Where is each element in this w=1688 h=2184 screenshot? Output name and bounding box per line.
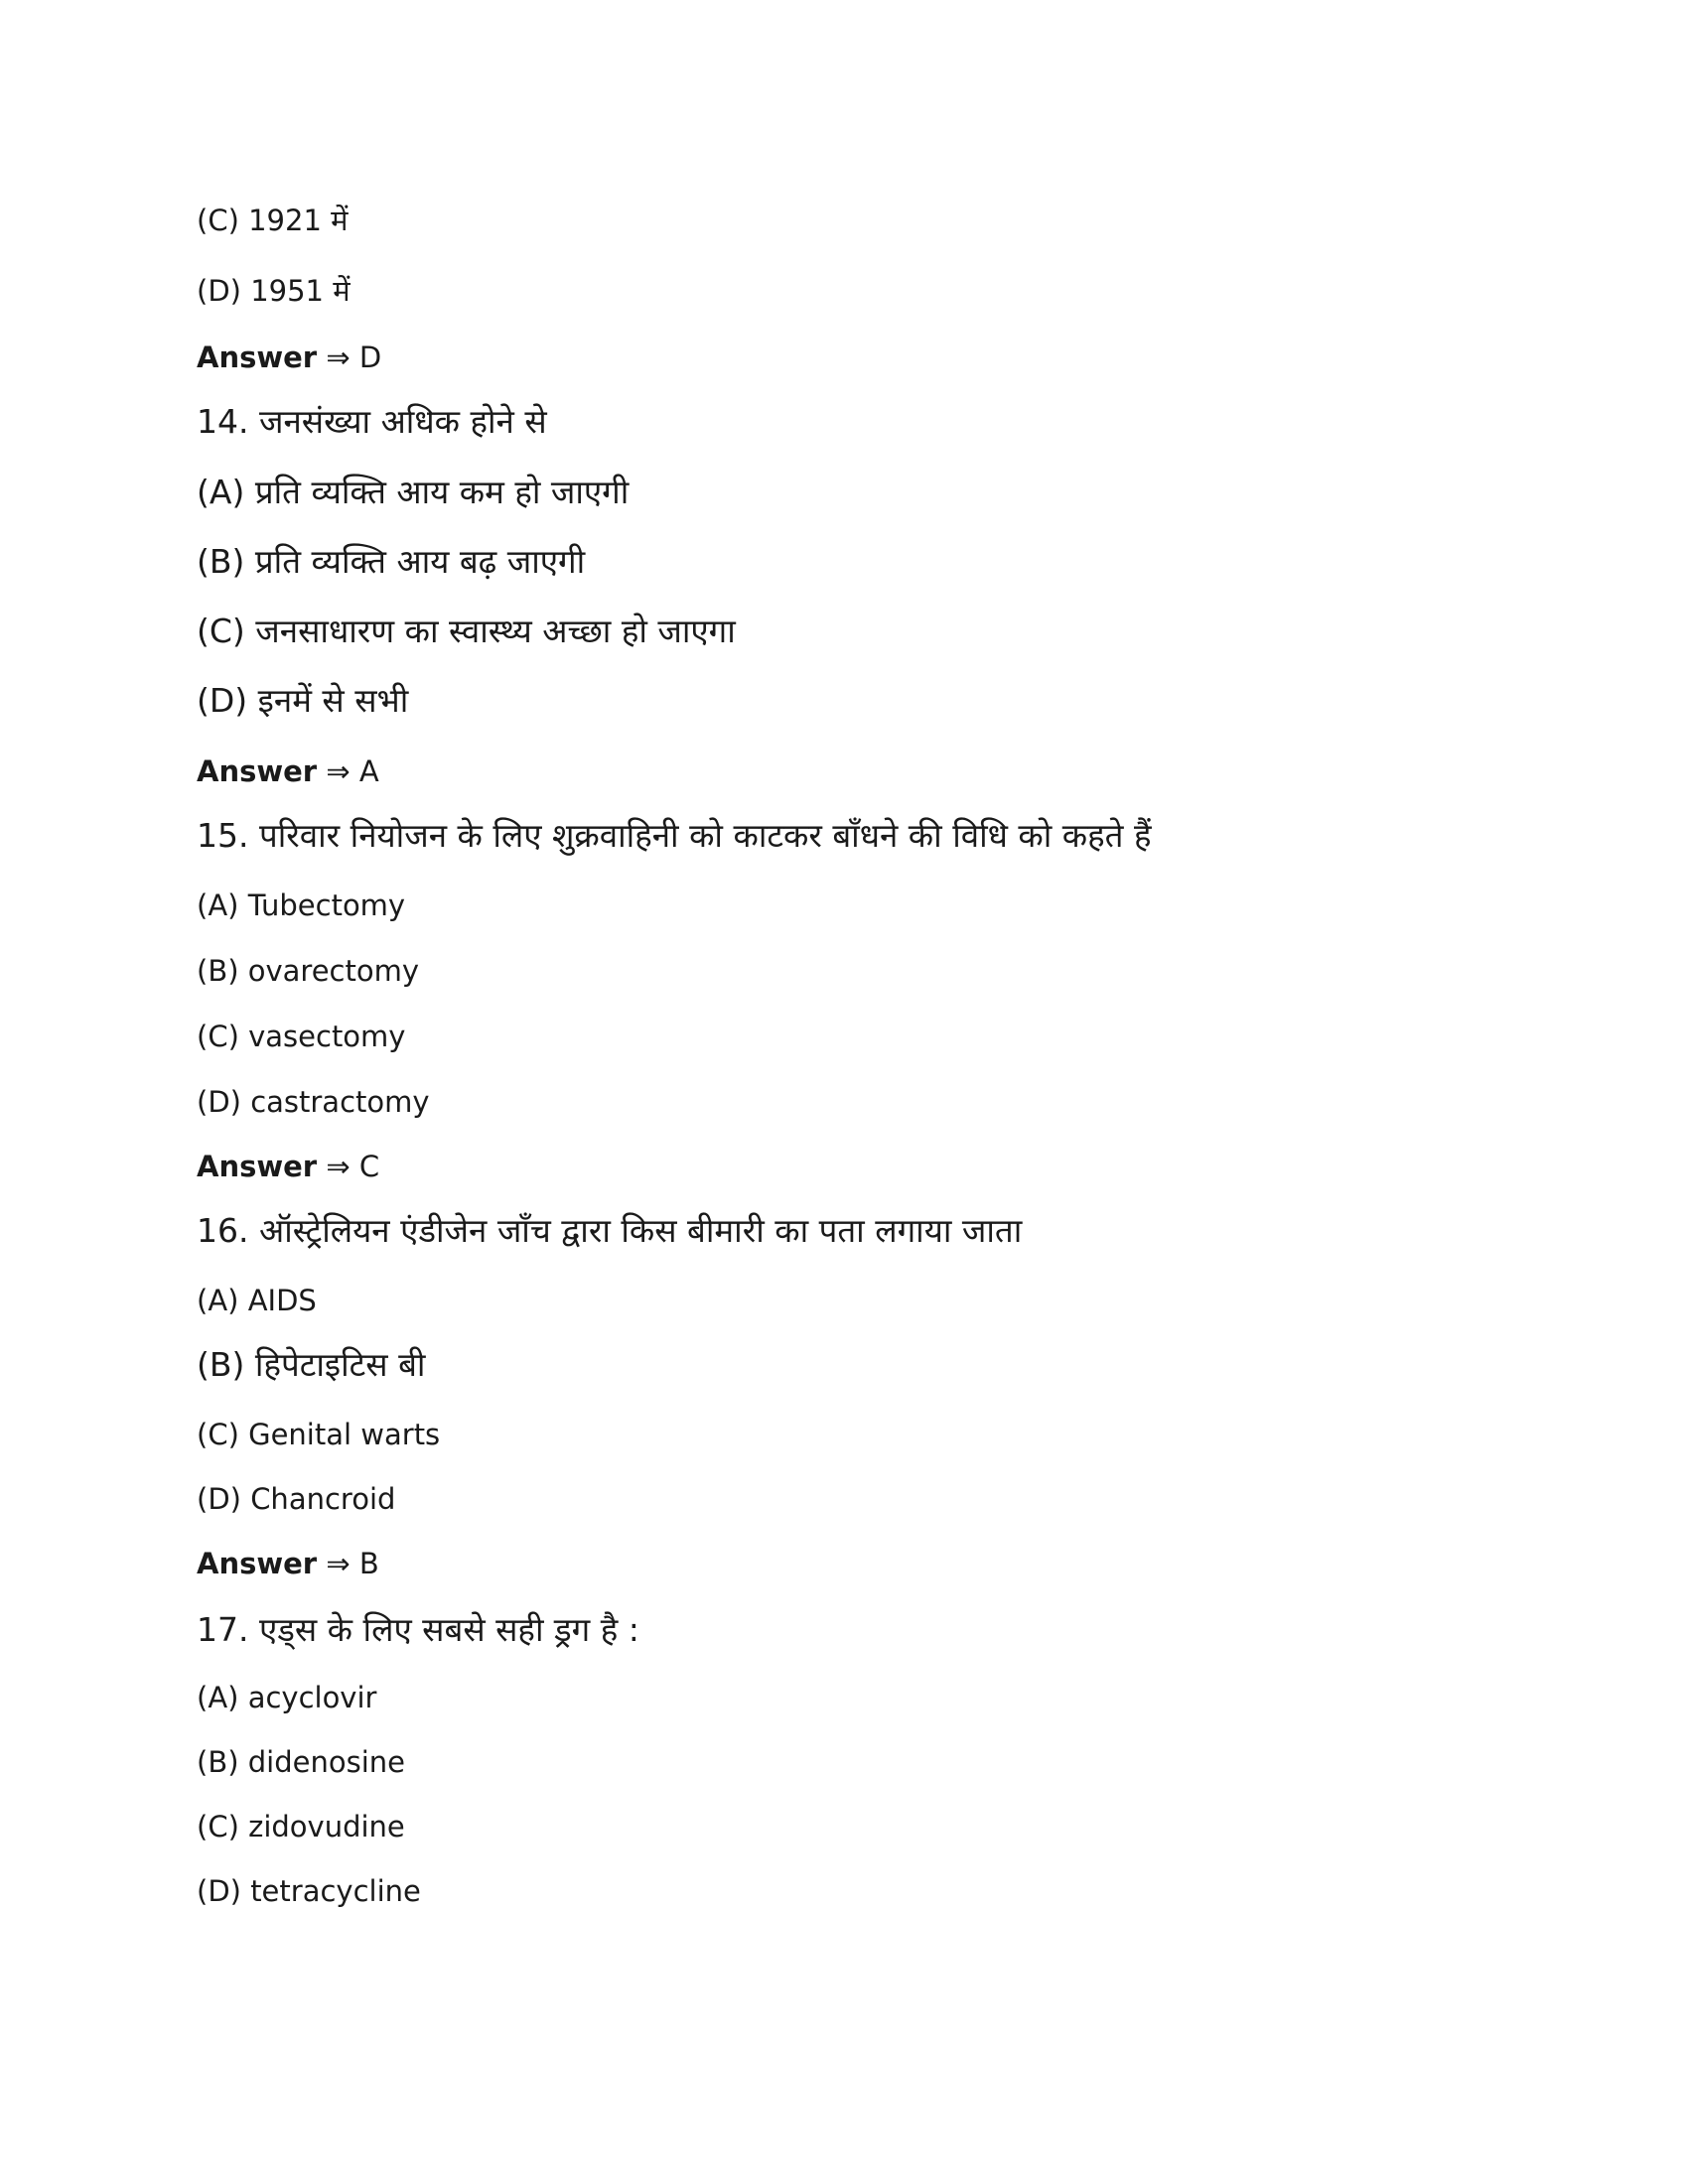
option-text: Tubectomy — [247, 888, 406, 922]
option-text: 1921 में — [248, 204, 349, 237]
option-line — [197, 612, 736, 651]
option-text: zidovudine — [248, 1810, 405, 1843]
option-letter: (D) — [197, 274, 241, 308]
answer-label: Answer — [197, 754, 318, 788]
option-text: 1951 में — [250, 274, 351, 308]
question-line — [197, 402, 547, 442]
question-text: एड्स के लिए सबसे सही ड्रग है : — [258, 1610, 639, 1649]
option-letter: (B) — [197, 542, 245, 581]
answer-value: C — [358, 1150, 380, 1183]
question-line — [197, 1211, 1022, 1251]
option-text: Chancroid — [250, 1482, 396, 1516]
option-letter: (D) — [197, 681, 248, 720]
answer-arrow: ⇒ — [326, 1150, 351, 1183]
answer-line — [197, 338, 381, 377]
answer-arrow: ⇒ — [326, 1547, 351, 1580]
answer-label: Answer — [197, 1150, 318, 1183]
option-letter: (C) — [197, 1418, 239, 1451]
option-letter: (D) — [197, 1874, 241, 1908]
option-text: didenosine — [247, 1745, 405, 1779]
option-line — [197, 681, 408, 721]
option-line — [197, 886, 405, 925]
option-text: Genital warts — [248, 1418, 441, 1451]
answer-arrow: ⇒ — [326, 341, 351, 374]
question-text: ऑस्ट्रेलियन एंडीजेन जाँच द्वारा किस बीमारी का पता लगाया जाता — [258, 1211, 1023, 1250]
option-letter: (A) — [197, 1284, 239, 1317]
option-letter: (B) — [197, 954, 239, 988]
answer-line — [197, 1544, 379, 1583]
option-line — [197, 271, 351, 311]
option-line — [197, 951, 419, 991]
option-line — [197, 1807, 405, 1846]
option-text: acyclovir — [247, 1681, 377, 1714]
answer-value: A — [358, 754, 379, 788]
answer-value: D — [358, 341, 382, 374]
answer-line — [197, 751, 379, 791]
option-line — [197, 1678, 376, 1717]
option-text: ovarectomy — [247, 954, 420, 988]
option-text: जनसाधारण का स्वास्थ्य अच्छा हो जाएगा — [255, 612, 736, 650]
option-letter: (C) — [197, 612, 245, 650]
question-line — [197, 1610, 639, 1650]
option-letter: (A) — [197, 473, 245, 511]
question-text: जनसंख्या अधिक होने से — [258, 402, 547, 441]
option-line — [197, 473, 629, 512]
option-text: AIDS — [247, 1284, 317, 1317]
option-letter: (C) — [197, 1020, 239, 1053]
option-line — [197, 201, 348, 240]
option-line — [197, 542, 585, 582]
option-line — [197, 1017, 405, 1056]
option-line — [197, 1742, 405, 1782]
option-line — [197, 1082, 430, 1122]
option-text: tetracycline — [250, 1874, 421, 1908]
answer-arrow: ⇒ — [326, 754, 351, 788]
question-line — [197, 816, 1152, 856]
option-letter: (D) — [197, 1085, 241, 1119]
answer-label: Answer — [197, 341, 318, 374]
option-text: vasectomy — [248, 1020, 406, 1053]
option-line — [197, 1479, 395, 1519]
question-text: परिवार नियोजन के लिए शुक्रवाहिनी को काटकर बाँधने की विधि को कहते हैं — [258, 816, 1152, 855]
option-text: castractomy — [250, 1085, 430, 1119]
question-number: 16. — [197, 1211, 249, 1250]
option-letter: (B) — [197, 1745, 239, 1779]
answer-line — [197, 1147, 379, 1186]
answer-value: B — [358, 1547, 379, 1580]
option-letter: (C) — [197, 204, 239, 237]
answer-label: Answer — [197, 1547, 318, 1580]
option-letter: (B) — [197, 1345, 245, 1384]
question-number: 17. — [197, 1610, 249, 1649]
option-line — [197, 1281, 317, 1320]
option-letter: (C) — [197, 1810, 239, 1843]
question-number: 14. — [197, 402, 249, 441]
option-text: इनमें से सभी — [257, 681, 409, 720]
option-letter: (D) — [197, 1482, 241, 1516]
option-text: प्रति व्यक्ति आय कम हो जाएगी — [254, 473, 630, 511]
option-line — [197, 1415, 440, 1454]
option-line — [197, 1345, 425, 1385]
option-letter: (A) — [197, 1681, 239, 1714]
option-letter: (A) — [197, 888, 239, 922]
question-number: 15. — [197, 816, 249, 855]
option-text: प्रति व्यक्ति आय बढ़ जाएगी — [254, 542, 586, 581]
option-line — [197, 1871, 421, 1911]
option-text: हिपेटाइटिस बी — [254, 1345, 426, 1384]
